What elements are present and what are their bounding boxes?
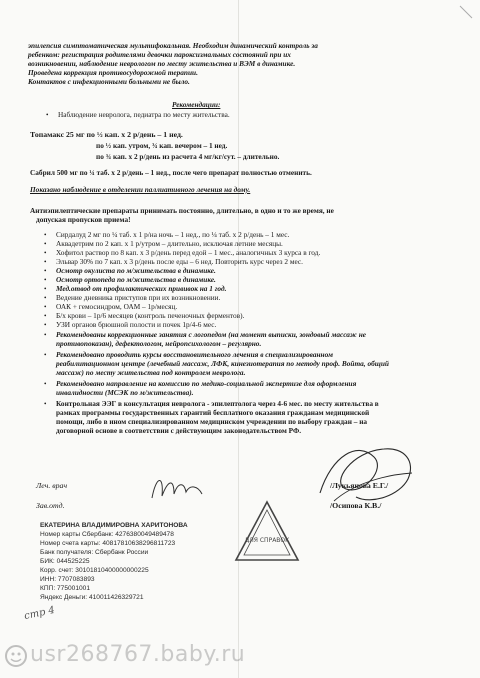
topamax-line: Топамакс 25 мг по ½ кап. х 2 р/день – 1 нед. <box>30 130 183 139</box>
control-line: договорной основе в соответствии с действующим законодательством РФ. <box>56 426 302 435</box>
bullet-icon: • <box>44 231 47 239</box>
bi-paragraph-line: инвалидности (МСЭК по м/жительства). <box>56 388 194 397</box>
bullet-icon: • <box>44 400 47 408</box>
palliative-line: Показано наблюдение в отделении паллиативного лечения на дому. <box>30 185 251 194</box>
bi-paragraph-line: массаж) по месту жительства под контролем невролога. <box>56 368 246 377</box>
sabril-line: Сабрил 500 мг по ¼ таб. х 2 р/день – 1 нед., после чего препарат полностью отменить. <box>30 168 312 177</box>
bank-line: Корр. счет: 30101810400000000225 <box>40 567 149 574</box>
bi-paragraph-line: реабилитационном центре (лечебный массаж, ЛФК, кинезиотерапия по методу проф. Войта, общий <box>56 359 389 368</box>
intro-line: Контактов с инфекционными больными не было. <box>28 77 190 86</box>
bank-line: КПП: 775001001 <box>40 585 90 592</box>
bullet-icon: • <box>44 276 47 284</box>
bullet-icon: • <box>44 303 47 311</box>
watermark-logo-icon <box>4 644 28 668</box>
bank-line: БИК: 044525225 <box>40 558 90 565</box>
aed-line: Антиэпилептические препараты принимать постоянно, длительно, в одно и то же время, не <box>30 206 334 215</box>
triangle-stamp <box>232 498 302 564</box>
list-item: Осмотр ортопеда по м/жительства в динамике. <box>56 275 216 284</box>
intro-line: эпилепсия симптоматическая мультифокальная. Необходим динамический контроль за <box>28 41 318 50</box>
bullet-icon: • <box>44 285 47 293</box>
control-line: помощи, либо в ином специализированном медицинском учреждении по выбору граждан – на <box>56 417 368 426</box>
bullet-icon: • <box>44 380 47 388</box>
bullet-icon: • <box>44 258 47 266</box>
control-line: рамках программы государственных гарантий бесплатного оказания гражданам медицинской <box>56 408 370 417</box>
list-item: Осмотр окулиста по м/жительства в динамике. <box>56 266 216 275</box>
doctor-name: /Лукьянова Е.Г./ <box>330 481 389 490</box>
intro-line: возникновении, наблюдение неврологом по месту жительства и ВЭМ в динамике. <box>28 59 296 68</box>
bullet-icon: • <box>44 351 47 359</box>
list-item: ОАК + гемосиндром, ОАМ – 1р/месяц. <box>56 302 178 311</box>
topamax-line: по ½ кап. утром, ¾ кап. вечером – 1 нед. <box>96 141 228 150</box>
head-name: /Осипова К.В./ <box>330 501 382 510</box>
bullet-icon: • <box>44 240 47 248</box>
list-item: Б/х крови – 1р/6 месяцев (контроль печеночных ферментов). <box>56 311 245 320</box>
bullet-icon: • <box>46 111 49 119</box>
intro-line: ребенком: регистрация родителями девочки пароксизмальных состояний при их <box>28 50 291 59</box>
intro-line: Проведена коррекция противосудорожной терапии. <box>28 68 198 77</box>
list-item: Мед.отвод от профилактических прививок на 1 год. <box>56 284 227 293</box>
control-line: Контрольная ЭЭГ в консультация невролога - эпилептолога через 4-6 мес. по месту жительства в <box>56 399 379 408</box>
list-item: Хофитол раствор по 8 кап. х 3 р/день перед едой – 1 мес., аналогичных 3 курса в год. <box>56 248 321 257</box>
bullet-icon: • <box>44 267 47 275</box>
doctor-signature <box>312 435 422 515</box>
topamax-line: по ¾ кап. х 2 р/день из расчета 4 мг/кг/сут. – длительно. <box>96 152 280 161</box>
list-item: Аквадетрим по 2 кап. х 1 р/утром – длительно, исключая летние месяцы. <box>56 239 283 248</box>
bank-line: Банк получателя: Сбербанк России <box>40 549 149 556</box>
recommendations-title: Рекомендации: <box>172 100 221 109</box>
page-corner-mark <box>458 4 476 22</box>
bi-paragraph-line: Рекомендованы коррекционные занятия с логопедом (на момент выписки, зондовый массаж не <box>56 330 366 339</box>
head-label: Зав.отд. <box>36 501 65 510</box>
list-item: Эльвар 30% по 7 кап. х 3 р/день после еды – 6 нед. Повторить курс через 2 мес. <box>56 257 303 266</box>
bank-line: Яндекс Деньги: 410011426329721 <box>40 594 144 601</box>
list-item: Сирдалуд 2 мг по ¼ таб. х 1 р/на ночь – 1 нед., по ¼ таб. х 2 р/день – 1 мес. <box>56 230 290 239</box>
list-item: УЗИ органов брюшной полости и почек 1р/4-6 мес. <box>56 320 217 329</box>
margin-handwritten-note: стр 4 <box>23 604 56 623</box>
watermark-text: usr268767.baby.ru <box>30 642 246 667</box>
bullet-icon: • <box>44 249 47 257</box>
rec-first: Наблюдение невролога, педиатра по месту жительства. <box>58 110 230 119</box>
bullet-icon: • <box>44 331 47 339</box>
bank-line: Номер счета карты: 40817810638296811723 <box>40 540 176 547</box>
bullet-icon: • <box>44 294 47 302</box>
bank-line: Номер карты Сбербанк: 4276380049489478 <box>40 531 174 538</box>
bi-paragraph-line: противопоказан), дефектологом, нейропсихологом – регулярно. <box>56 339 262 348</box>
head-signature <box>148 468 208 508</box>
bank-line: ЕКАТЕРИНА ВЛАДИМИРОВНА ХАРИТОНОВА <box>40 522 188 529</box>
bullet-icon: • <box>44 321 47 329</box>
doctor-label: Леч. врач <box>36 481 68 490</box>
bullet-icon: • <box>44 312 47 320</box>
list-item: Ведение дневника приступов при их возникновении. <box>56 293 221 302</box>
bi-paragraph-line: Рекомендовано направление на комиссию по медико-социальной экспертизе для оформления <box>56 379 357 388</box>
bi-paragraph-line: Рекомендовано проводить курсы восстановительного лечения в специализированном <box>56 350 333 359</box>
aed-line: допуская пропусков приема! <box>36 215 131 224</box>
stamp-text: ДЛЯ СПРАВОК <box>244 537 290 544</box>
bank-line: ИНН: 7707083893 <box>40 576 95 583</box>
